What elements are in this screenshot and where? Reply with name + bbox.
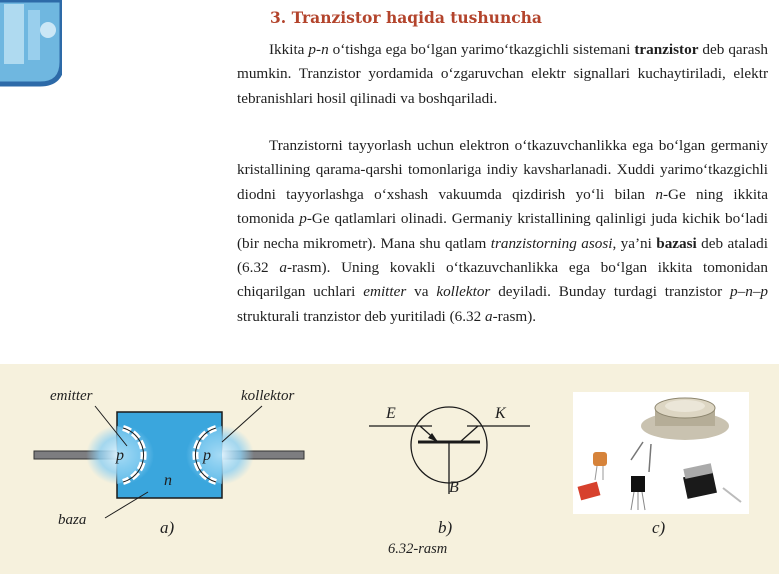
corner-decoration-image bbox=[0, 0, 62, 88]
figure-number-label: 6.32-rasm bbox=[388, 541, 448, 557]
label-p-left: p bbox=[116, 447, 124, 464]
label-baza: baza bbox=[58, 512, 87, 528]
label-B: B bbox=[449, 479, 459, 496]
paragraph-2: Tranzistorni tayyorlash uchun elektron o‘tkazuvchanlikka ega bo‘lgan germaniy kristallining qarama-qarshi tomonlariga indiy kavsharlanadi. Xuddi yarimo‘tkazgichli diodni tayyorlashga o‘xshash vakuumda qizdirish yo‘li bilan n-Ge ning ikkita tomonida p-Ge qatlamlari olinadi. Germaniy kristallining qalinligi juda kichik bo‘ladi (bir necha mikrometr). Mana shu qatlam tranzistorning asosi, ya’ni bazasi deb ataladi (6.32 a-rasm). Uning kovakli o‘tkazuvchanlikka ega bo‘lgan ikkita tomonidan chiqarilgan uchlari emitter va kollektor deyiladi. Bunday turdagi tranzistor p–n–p strukturali tranzistor deb yuritiladi (6.32 a-rasm). bbox=[237, 137, 769, 325]
label-K: K bbox=[495, 405, 506, 422]
caption-b: b) bbox=[438, 518, 453, 537]
transistors-photo bbox=[573, 392, 749, 514]
caption-a: a) bbox=[160, 518, 175, 537]
label-E: E bbox=[386, 405, 396, 422]
caption-c: c) bbox=[652, 518, 666, 537]
label-emitter: emitter bbox=[50, 388, 93, 404]
label-n: n bbox=[164, 472, 172, 489]
section-title: 3. Tranzistor haqida tushuncha bbox=[270, 8, 542, 27]
label-p-right: p bbox=[203, 447, 211, 464]
paragraph-1: Ikkita p-n o‘tishga ega bo‘lgan yarimo‘tkazgichli sistemani tranzistor deb qarash mumkin. Tranzistor yordamida o‘zgaruvchan elektr signallari kuchaytiriladi, elektr tebranishlari hosil qilinadi va boshqariladi. bbox=[237, 41, 768, 107]
label-kollektor: kollektor bbox=[241, 388, 295, 404]
